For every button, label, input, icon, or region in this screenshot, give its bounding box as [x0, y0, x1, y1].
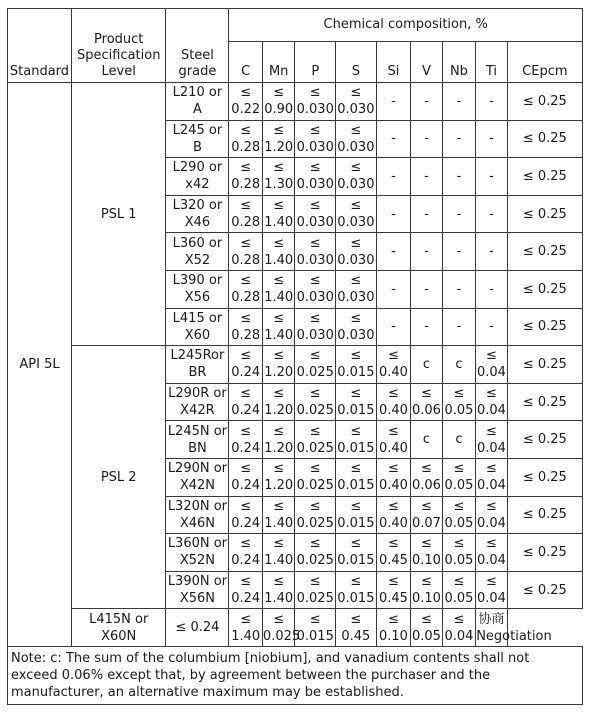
value-cell-ce: ≤ 0.25 [507, 308, 582, 346]
value-cell-ti: - [476, 195, 507, 233]
value-cell-si: ≤ 0.45 [376, 571, 411, 609]
value-cell-nb: ≤ 0.05 [442, 571, 476, 609]
value-cell-ce: ≤ 0.25 [507, 270, 582, 308]
header-element-v: V [411, 42, 442, 83]
value-cell-ce: ≤ 0.25 [507, 383, 582, 421]
value-cell-v: c [411, 421, 442, 459]
value-cell-nb: - [442, 120, 476, 158]
header-element-nb: Nb [442, 42, 476, 83]
value-cell-ce: 协商 Negotiation [476, 609, 507, 647]
value-cell-v: - [411, 195, 442, 233]
value-cell-ce: ≤ 0.25 [507, 158, 582, 196]
value-cell-nb: ≤ 0.05 [442, 458, 476, 496]
value-cell-s: ≤ 0.030 [336, 120, 377, 158]
value-cell-ti: - [476, 233, 507, 271]
value-cell-si: - [376, 158, 411, 196]
value-cell-s: ≤ 0.030 [336, 158, 377, 196]
value-cell-nb: - [442, 158, 476, 196]
chemical-composition-table-container [7, 8, 583, 705]
value-cell-v: - [411, 270, 442, 308]
value-cell-nb: - [442, 233, 476, 271]
value-cell-s: ≤ 0.030 [336, 233, 377, 271]
steel-grade-cell: L320N or X46N [166, 496, 229, 534]
value-cell-ce: ≤ 0.25 [507, 83, 582, 121]
header-element-si: Si [376, 42, 411, 83]
header-chemical-composition: Chemical composition, % [229, 9, 583, 42]
value-cell-p: ≤ 0.030 [295, 195, 336, 233]
value-cell-s: ≤ 0.030 [336, 270, 377, 308]
value-cell-p: ≤ 0.025 [295, 534, 336, 572]
value-cell-nb: ≤ 0.05 [442, 534, 476, 572]
value-cell-ce: ≤ 0.25 [507, 458, 582, 496]
value-cell-ti: - [476, 270, 507, 308]
value-cell-ce: ≤ 0.25 [507, 496, 582, 534]
header-element-c: C [229, 42, 263, 83]
value-cell-si: ≤ 0.40 [376, 458, 411, 496]
value-cell-si: - [376, 120, 411, 158]
value-cell-v: ≤ 0.06 [411, 383, 442, 421]
value-cell-ti: ≤ 0.04 [476, 534, 507, 572]
value-cell-c: ≤ 0.24 [229, 496, 263, 534]
value-cell-s: ≤ 0.015 [336, 383, 377, 421]
value-cell-c: ≤ 0.24 [229, 346, 263, 384]
value-cell-ti: ≤ 0.04 [476, 496, 507, 534]
table-row [8, 609, 583, 647]
value-cell-v: - [411, 233, 442, 271]
value-cell-mn: ≤ 1.20 [262, 421, 295, 459]
steel-grade-cell: L390N or X56N [166, 571, 229, 609]
value-cell-c: ≤ 0.28 [229, 233, 263, 271]
value-cell-nb: ≤ 0.05 [442, 383, 476, 421]
value-cell-c: ≤ 0.28 [229, 308, 263, 346]
value-cell-s: ≤ 0.015 [336, 571, 377, 609]
value-cell-ce: ≤ 0.25 [507, 346, 582, 384]
value-cell-ti: ≤ 0.04 [476, 421, 507, 459]
table-note: Note: c: The sum of the columbium [niobium], and vanadium contents shall not exceed 0.06% except that, by agreement between the purchaser and the manufacturer, an alternative maximum may be established. [8, 646, 583, 704]
value-cell-p: ≤ 0.025 [295, 571, 336, 609]
table-row [8, 346, 583, 384]
value-cell-p: ≤ 0.030 [295, 270, 336, 308]
value-cell-mn: ≤ 1.20 [262, 383, 295, 421]
value-cell-p: ≤ 0.030 [295, 158, 336, 196]
table-row [8, 83, 583, 121]
value-cell-nb: c [442, 421, 476, 459]
value-cell-ce: ≤ 0.25 [507, 120, 582, 158]
value-cell-nb: - [442, 195, 476, 233]
value-cell-si: ≤ 0.40 [376, 346, 411, 384]
value-cell-c: ≤ 0.24 [166, 609, 229, 647]
value-cell-p: ≤ 0.025 [295, 496, 336, 534]
value-cell-si: - [376, 233, 411, 271]
value-cell-s: ≤ 0.030 [336, 195, 377, 233]
value-cell-mn: ≤ 1.40 [262, 308, 295, 346]
header-element-s: S [336, 42, 377, 83]
steel-grade-cell: L290N or X42N [166, 458, 229, 496]
value-cell-si: - [376, 270, 411, 308]
value-cell-ti: - [476, 120, 507, 158]
value-cell-c: ≤ 0.24 [229, 421, 263, 459]
value-cell-c: ≤ 0.28 [229, 195, 263, 233]
value-cell-v: - [411, 83, 442, 121]
header-psl: Product Specification Level [71, 9, 165, 83]
value-cell-s: ≤ 0.015 [336, 346, 377, 384]
value-cell-si: ≤ 0.40 [376, 421, 411, 459]
value-cell-c: ≤ 0.24 [229, 458, 263, 496]
value-cell-ti: ≤ 0.04 [476, 383, 507, 421]
header-steel-grade: Steel grade [166, 9, 229, 83]
steel-grade-cell: L290R or X42R [166, 383, 229, 421]
value-cell-c: ≤ 0.22 [229, 83, 263, 121]
value-cell-v: ≤ 0.06 [411, 458, 442, 496]
value-cell-c: ≤ 0.24 [229, 571, 263, 609]
value-cell-ti: ≤ 0.04 [476, 458, 507, 496]
value-cell-v: - [411, 120, 442, 158]
value-cell-c: ≤ 0.28 [229, 158, 263, 196]
value-cell-ce: ≤ 0.25 [507, 421, 582, 459]
psl1-cell: PSL 1 [71, 83, 165, 346]
standard-cell: API 5L [8, 83, 72, 647]
value-cell-v: ≤ 0.07 [411, 496, 442, 534]
value-cell-v: ≤ 0.10 [411, 571, 442, 609]
value-cell-c: ≤ 0.24 [229, 383, 263, 421]
value-cell-p: ≤ 0.025 [295, 383, 336, 421]
value-cell-v: - [411, 158, 442, 196]
value-cell-s: ≤ 0.030 [336, 308, 377, 346]
value-cell-nb: - [442, 270, 476, 308]
value-cell-nb: c [442, 346, 476, 384]
value-cell-ce: ≤ 0.25 [507, 571, 582, 609]
value-cell-si: ≤ 0.45 [376, 534, 411, 572]
value-cell-c: ≤ 0.28 [229, 270, 263, 308]
value-cell-mn: ≤ 0.90 [262, 83, 295, 121]
value-cell-mn: ≤ 1.40 [262, 270, 295, 308]
value-cell-mn: ≤ 1.40 [262, 195, 295, 233]
steel-grade-cell: L210 or A [166, 83, 229, 121]
value-cell-v: ≤ 0.10 [411, 534, 442, 572]
steel-grade-cell: L390 or X56 [166, 270, 229, 308]
header-element-mn: Mn [262, 42, 295, 83]
value-cell-p: ≤ 0.030 [295, 308, 336, 346]
table-body [8, 83, 583, 647]
value-cell-mn: ≤ 1.40 [262, 496, 295, 534]
steel-grade-cell: L245Ror BR [166, 346, 229, 384]
value-cell-ce: ≤ 0.25 [507, 534, 582, 572]
chemical-composition-table [7, 8, 583, 705]
steel-grade-cell: L245N or BN [166, 421, 229, 459]
value-cell-p: ≤ 0.030 [295, 120, 336, 158]
value-cell-mn: ≤ 1.40 [262, 571, 295, 609]
steel-grade-cell: L245 or B [166, 120, 229, 158]
value-cell-ti: ≤ 0.04 [476, 571, 507, 609]
value-cell-s: ≤ 0.015 [336, 534, 377, 572]
value-cell-s: ≤ 0.015 [336, 421, 377, 459]
value-cell-p: ≤ 0.030 [295, 233, 336, 271]
value-cell-si: - [376, 308, 411, 346]
value-cell-p: ≤ 0.030 [295, 83, 336, 121]
value-cell-nb: ≤ 0.05 [442, 496, 476, 534]
steel-grade-cell: L290 or x42 [166, 158, 229, 196]
steel-grade-cell: L360N or X52N [166, 534, 229, 572]
steel-grade-cell: L360 or X52 [166, 233, 229, 271]
psl2-cell: PSL 2 [71, 346, 165, 609]
value-cell-nb: - [442, 308, 476, 346]
value-cell-mn: ≤ 1.30 [262, 158, 295, 196]
value-cell-mn: ≤ 1.20 [262, 458, 295, 496]
value-cell-v: - [411, 308, 442, 346]
value-cell-ti: - [476, 83, 507, 121]
value-cell-p: ≤ 0.025 [262, 609, 295, 647]
value-cell-ce: ≤ 0.25 [507, 195, 582, 233]
value-cell-nb: - [442, 83, 476, 121]
value-cell-p: ≤ 0.025 [295, 346, 336, 384]
value-cell-ti: - [476, 308, 507, 346]
header-element-p: P [295, 42, 336, 83]
value-cell-mn: ≤ 1.20 [262, 120, 295, 158]
value-cell-ce: ≤ 0.25 [507, 233, 582, 271]
value-cell-s: ≤ 0.015 [295, 609, 336, 647]
value-cell-p: ≤ 0.025 [295, 458, 336, 496]
steel-grade-cell: L415N or X60N [71, 609, 165, 647]
value-cell-ti: - [476, 158, 507, 196]
steel-grade-cell: L415 or X60 [166, 308, 229, 346]
value-cell-p: ≤ 0.025 [295, 421, 336, 459]
value-cell-si: ≤ 0.45 [336, 609, 377, 647]
value-cell-s: ≤ 0.030 [336, 83, 377, 121]
table-header [8, 9, 583, 83]
header-standard: Standard [8, 9, 72, 83]
header-element-ti: Ti [476, 42, 507, 83]
value-cell-ti: ≤ 0.04 [476, 346, 507, 384]
value-cell-v: ≤ 0.10 [376, 609, 411, 647]
value-cell-s: ≤ 0.015 [336, 458, 377, 496]
value-cell-mn: ≤ 1.40 [229, 609, 263, 647]
header-element-cepcm: CEpcm [507, 42, 582, 83]
value-cell-nb: ≤ 0.05 [411, 609, 442, 647]
value-cell-v: c [411, 346, 442, 384]
value-cell-c: ≤ 0.24 [229, 534, 263, 572]
value-cell-si: ≤ 0.40 [376, 383, 411, 421]
value-cell-si: - [376, 83, 411, 121]
value-cell-mn: ≤ 1.20 [262, 346, 295, 384]
steel-grade-cell: L320 or X46 [166, 195, 229, 233]
value-cell-mn: ≤ 1.40 [262, 534, 295, 572]
value-cell-c: ≤ 0.28 [229, 120, 263, 158]
value-cell-si: ≤ 0.40 [376, 496, 411, 534]
value-cell-mn: ≤ 1.40 [262, 233, 295, 271]
value-cell-si: - [376, 195, 411, 233]
value-cell-ti: ≤ 0.04 [442, 609, 476, 647]
value-cell-s: ≤ 0.015 [336, 496, 377, 534]
